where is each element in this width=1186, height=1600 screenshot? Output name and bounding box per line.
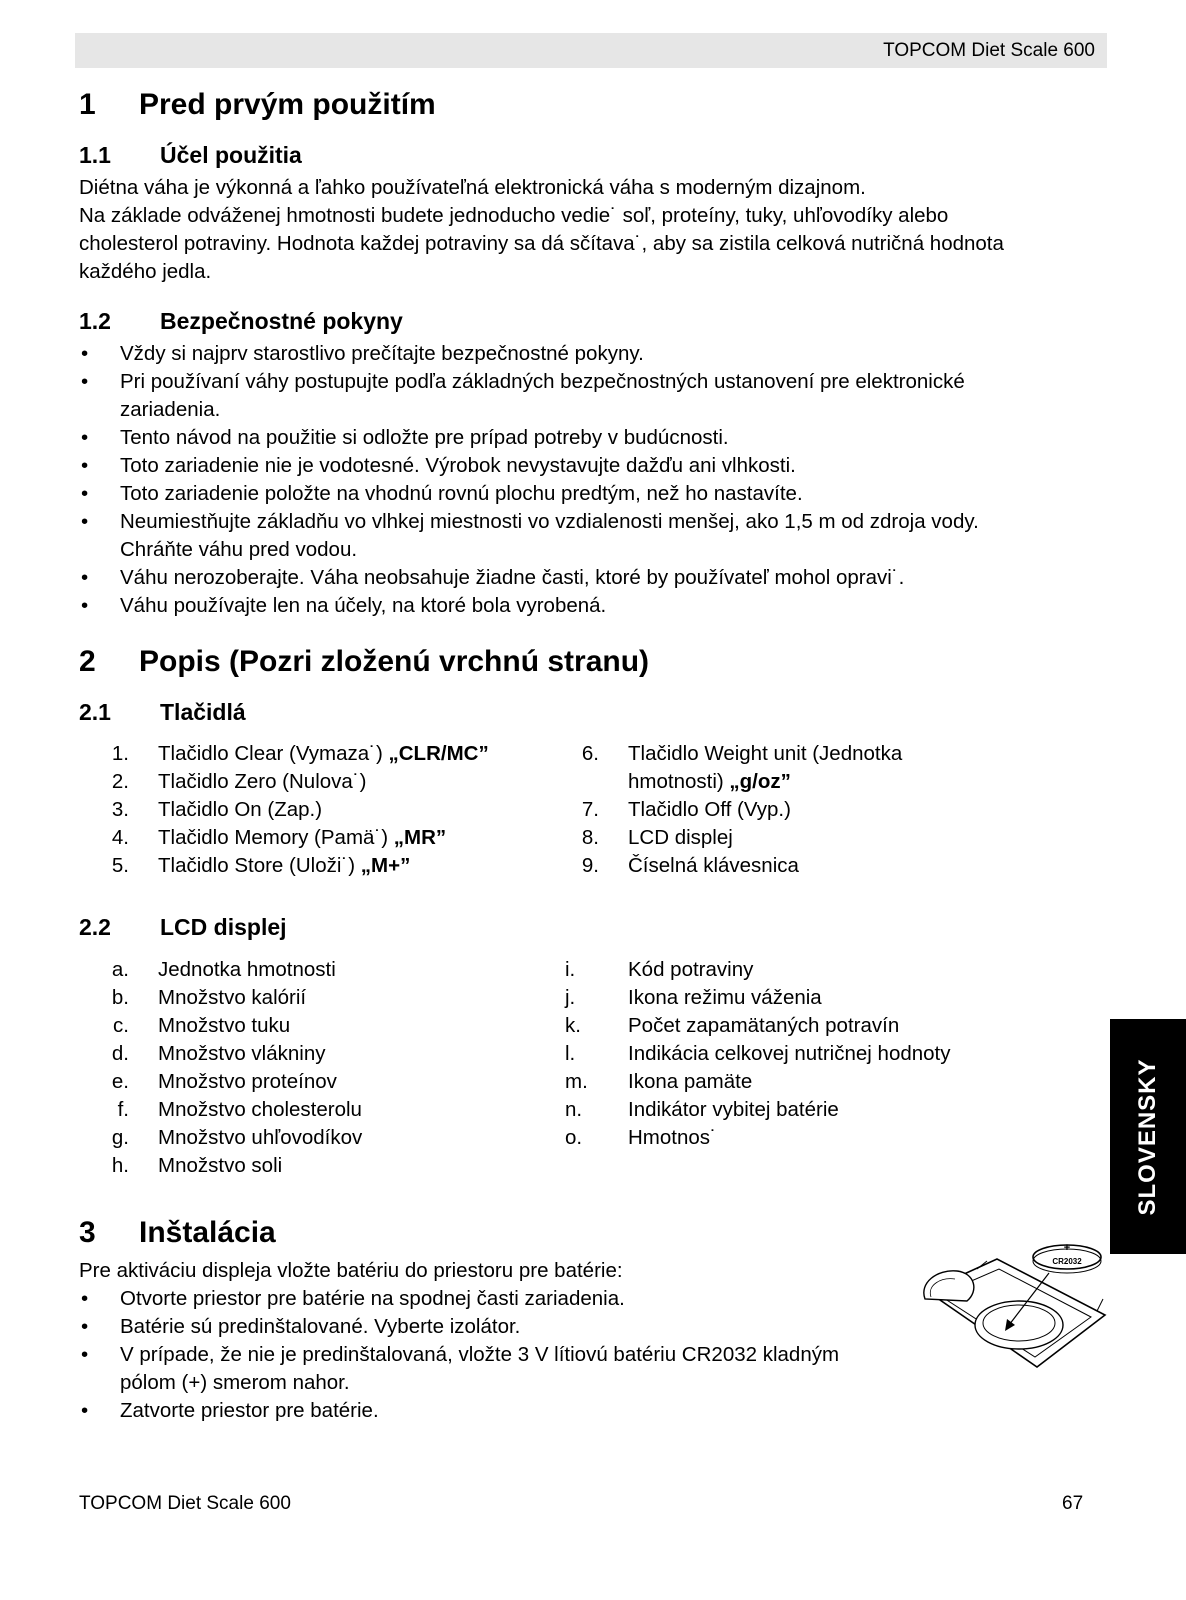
section-number: 3 — [79, 1216, 96, 1249]
bullet: • — [81, 370, 89, 393]
list-item: • Batérie sú predinštalované. Vyberte izolátor. — [81, 1315, 521, 1338]
section-3-heading — [79, 1216, 276, 1250]
list-item: • Pri používaní váhy postupujte podľa základných bezpečnostných ustanovení pre elektronické — [79, 368, 979, 396]
section-2-2-heading — [79, 914, 287, 941]
list-item: • Vždy si najprv starostlivo prečítajte bezpečnostné pokyny. — [79, 340, 979, 368]
section-2-1-heading — [79, 699, 246, 726]
section-title: Popis (Pozri zloženú vrchnú stranu) — [139, 645, 650, 678]
bullet: • — [81, 454, 89, 477]
section-title: Účel použitia — [160, 142, 302, 168]
bullet: • — [81, 566, 89, 589]
bullet: • — [81, 342, 89, 365]
paragraph-line: Na základe odváženej hmotnosti budete jednoducho vedie˙ soľ, proteíny, tuky, uhľovodíky alebo — [79, 204, 949, 227]
list-item: • V prípade, že nie je predinštalovaná, vložte 3 V lítiovú batériu CR2032 kladným — [81, 1343, 840, 1366]
section-1-heading — [79, 88, 436, 122]
section-2-heading — [79, 645, 649, 679]
paragraph-line: každého jedla. — [79, 260, 212, 283]
section-1-2-heading — [79, 308, 403, 335]
page-number: 67 — [1062, 1493, 1084, 1514]
list-item-continuation: pólom (+) smerom nahor. — [120, 1371, 350, 1394]
section-title: LCD displej — [160, 914, 287, 940]
safety-list — [79, 340, 979, 620]
section-title: Inštalácia — [139, 1216, 276, 1249]
paragraph-line: cholesterol potraviny. Hodnota každej potraviny sa dá sčítava˙, aby sa zistila celková nutričná hodnota — [79, 232, 1004, 255]
section-title: Pred prvým použitím — [139, 88, 436, 121]
list-item: • Toto zariadenie položte na vhodnú rovnú plochu predtým, než ho nastavíte. — [79, 480, 979, 508]
list-item: • Otvorte priestor pre batérie na spodnej časti zariadenia. — [81, 1287, 625, 1310]
list-item: • Toto zariadenie nie je vodotesné. Výrobok nevystavujte dažďu ani vlhkosti. — [79, 452, 979, 480]
section-number: 1.2 — [79, 308, 111, 334]
section-1-1-heading — [79, 142, 302, 169]
bullet: • — [81, 482, 89, 505]
section-number: 1.1 — [79, 142, 111, 168]
section-number: 2.2 — [79, 914, 111, 940]
list-item: • Neumiestňujte základňu vo vlhkej miestnosti vo vzdialenosti menšej, ako 1,5 m od zdroja vody. — [79, 508, 979, 536]
page-header — [75, 33, 1107, 68]
list-item: • Váhu používajte len na účely, na ktoré bola vyrobená. — [79, 592, 979, 620]
purpose-paragraph — [79, 174, 1109, 286]
section-number: 2 — [79, 645, 96, 678]
install-list — [79, 1285, 839, 1425]
language-label: SLOVENSKY — [1134, 1057, 1161, 1216]
language-side-tab — [1110, 1019, 1186, 1254]
list-item: • Zatvorte priestor pre batérie. — [81, 1399, 379, 1422]
install-intro: Pre aktiváciu displeja vložte batériu do priestoru pre batérie: — [79, 1259, 623, 1282]
header-title: TOPCOM Diet Scale 600 — [883, 40, 1095, 61]
battery-compartment-illustration — [917, 1239, 1112, 1369]
bullet: • — [81, 510, 89, 533]
battery-model-label: CR2032 — [1052, 1257, 1082, 1266]
section-number: 2.1 — [79, 699, 111, 725]
list-item: • Váhu nerozoberajte. Váha neobsahuje žiadne časti, ktoré by používateľ mohol opravi˙. — [79, 564, 979, 592]
list-item: • Tento návod na použitie si odložte pre prípad potreby v budúcnosti. — [79, 424, 979, 452]
list-item-continuation: zariadenia. — [120, 398, 221, 421]
footer-title: TOPCOM Diet Scale 600 — [79, 1493, 291, 1514]
battery-plus-label: + — [1063, 1242, 1071, 1254]
list-item-continuation: Chráňte váhu pred vodou. — [120, 538, 358, 561]
section-title: Bezpečnostné pokyny — [160, 308, 403, 334]
bullet: • — [81, 426, 89, 449]
section-title: Tlačidlá — [160, 699, 246, 725]
section-number: 1 — [79, 88, 96, 121]
paragraph-line: Diétna váha je výkonná a ľahko používateľná elektronická váha s moderným dizajnom. — [79, 176, 866, 199]
bullet: • — [81, 594, 89, 617]
